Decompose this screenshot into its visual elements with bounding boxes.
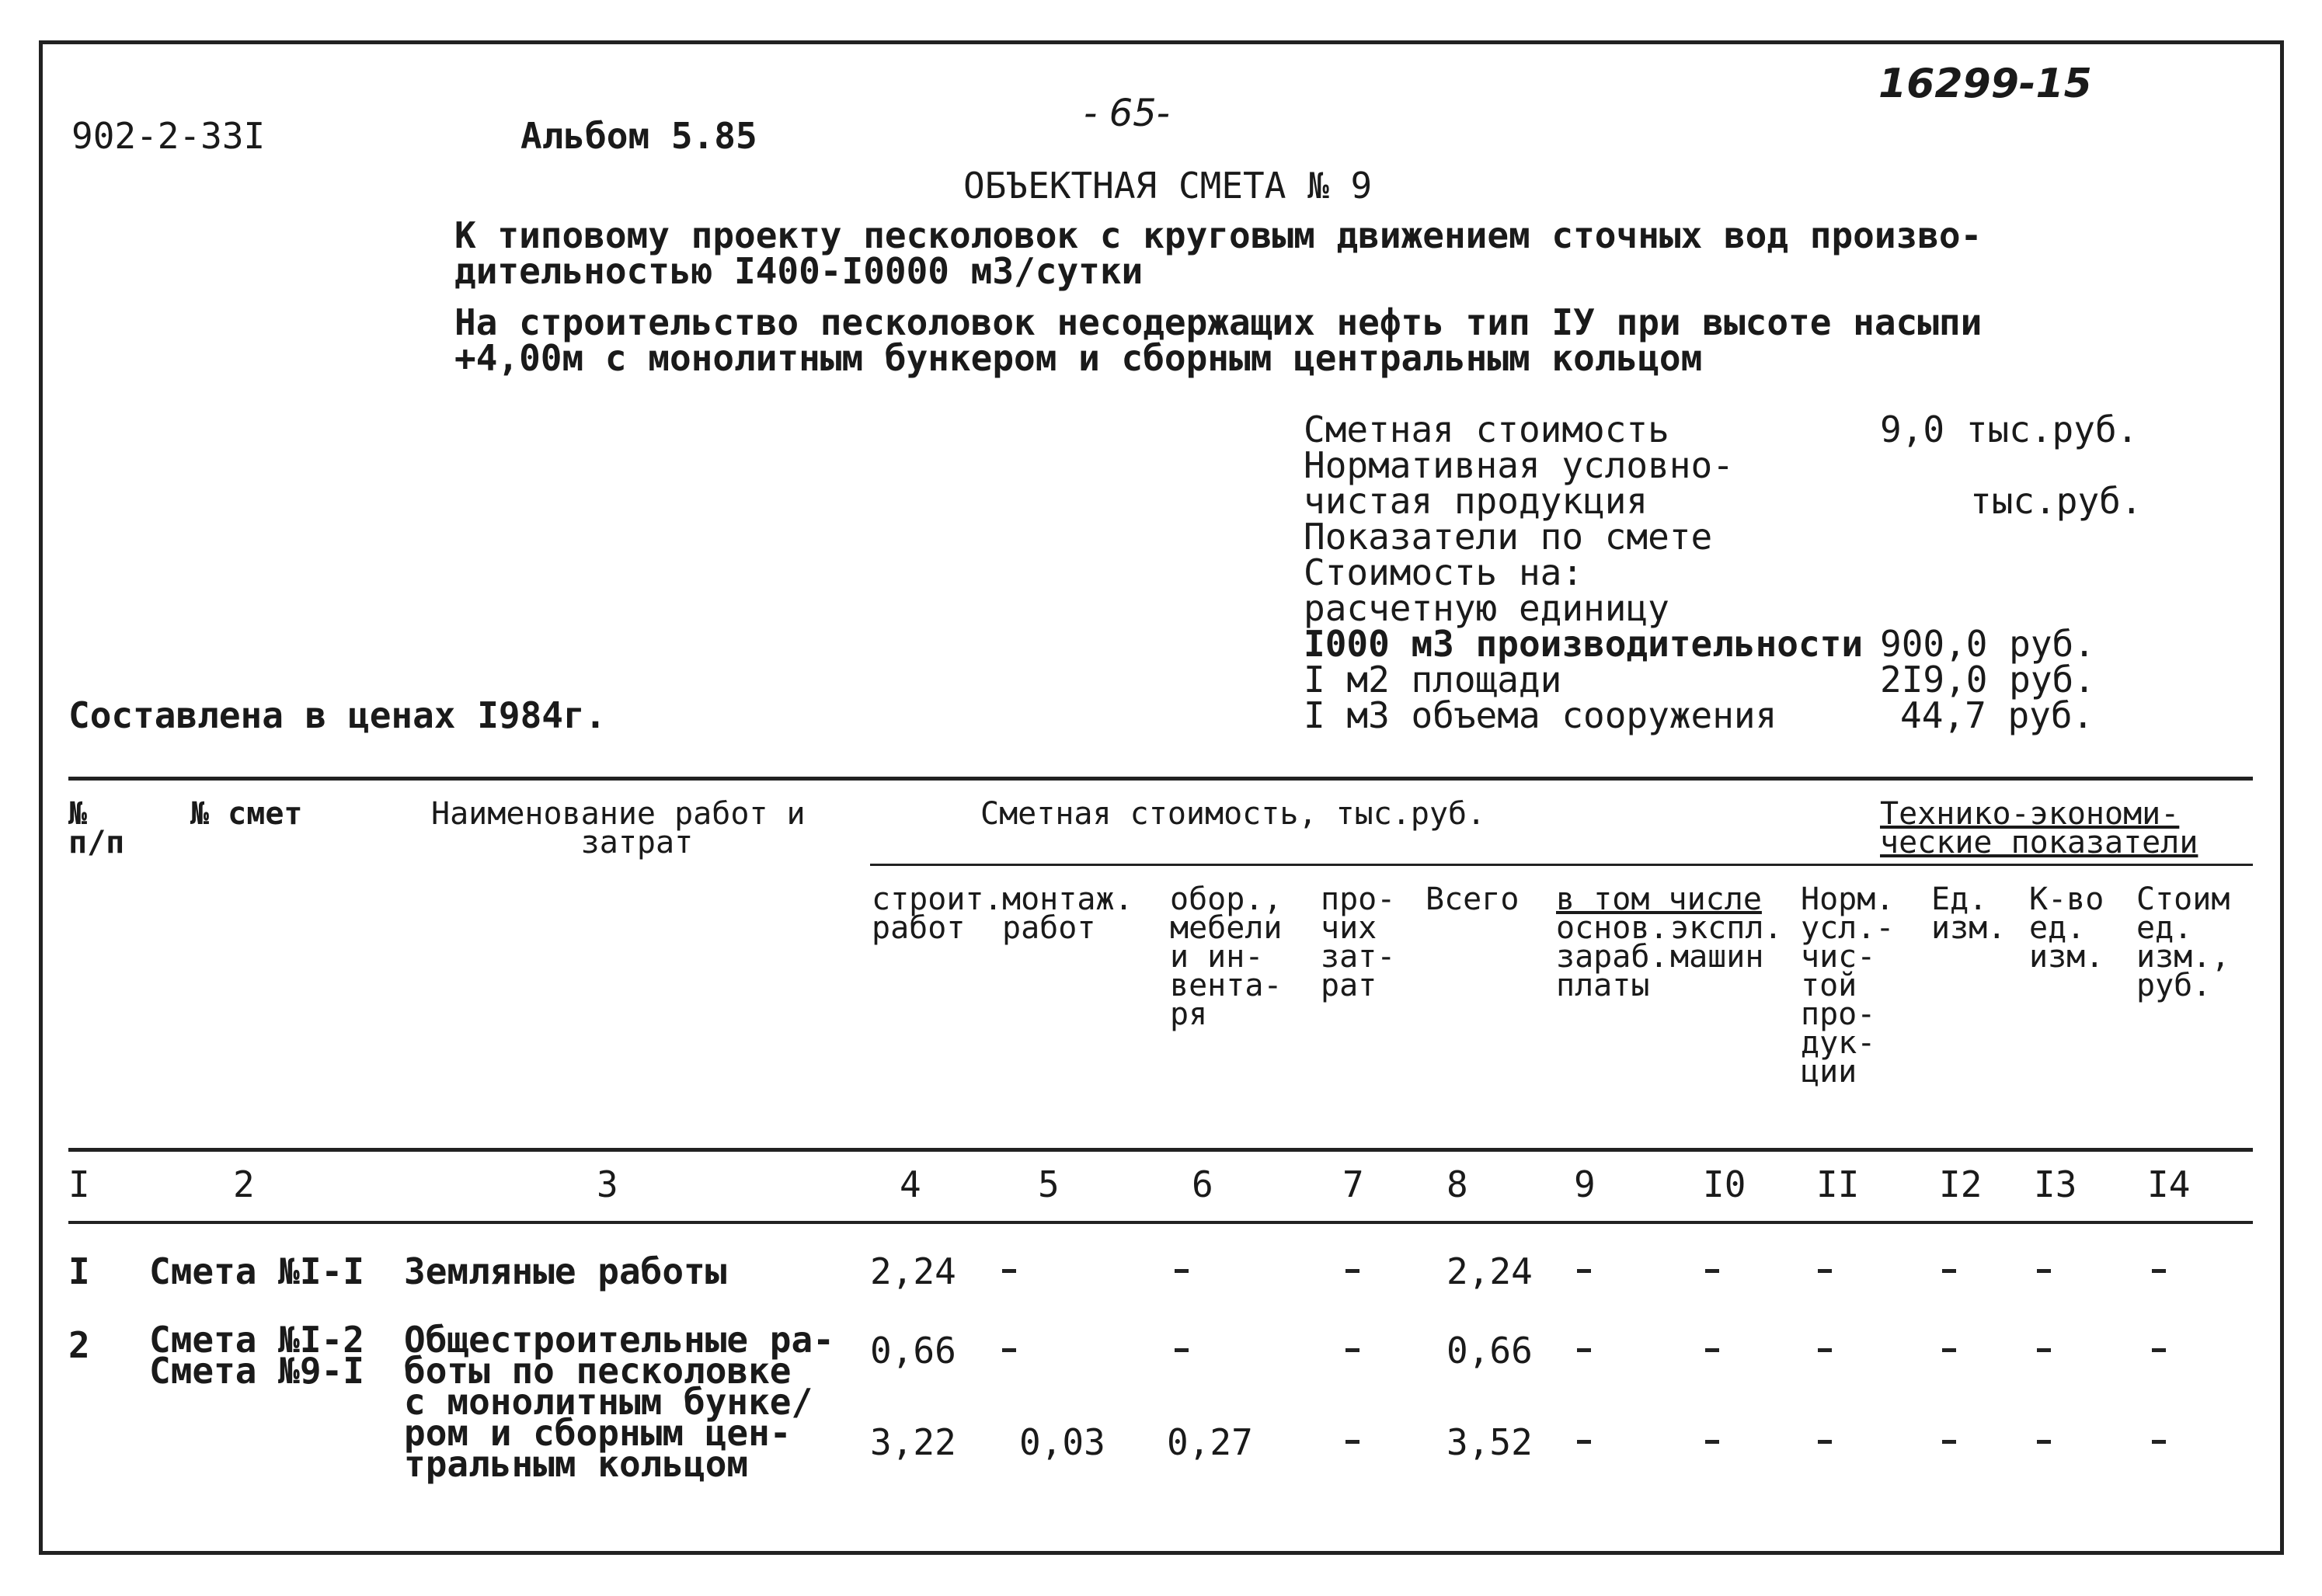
summary-cost-value: 9,0 тыс.руб.: [1880, 409, 2139, 450]
row-2a-assembly-dash: [1002, 1348, 1016, 1352]
row-1-unit-dash: [1942, 1269, 1956, 1273]
col-number-2: 2: [233, 1163, 255, 1205]
summary-area-value: 2I9,0 руб.: [1880, 659, 2095, 701]
summary-cost-per: Стоимость на:: [1304, 551, 1584, 593]
row-2b-unit-dash: [1942, 1440, 1956, 1444]
row-2a-quantity-dash: [2037, 1348, 2051, 1352]
table-top-rule: [68, 777, 2253, 781]
header-row-number: № п/п: [68, 796, 125, 861]
row-2a-equipment-dash: [1175, 1348, 1189, 1352]
project-code: 902-2-33I: [71, 115, 266, 157]
summary-norm-line-2: чистая продукция: [1304, 480, 1648, 522]
row-2-estimate-2: Смета №9-I: [149, 1350, 364, 1392]
summary-prod-label: I000 м3 производительности: [1304, 623, 1864, 665]
row-2a-wages-dash: [1577, 1348, 1591, 1352]
row-1-wages-dash: [1577, 1269, 1591, 1273]
row-1-equipment-dash: [1175, 1269, 1189, 1273]
header-work-name: Наименование работ и затрат: [431, 796, 806, 861]
row-1-norm-dash: [1818, 1269, 1832, 1273]
col-number-13: I3: [2034, 1163, 2077, 1205]
subtitle-line-3: На строительство песколовок несодержащих нефть тип IУ при высоте насыпи: [454, 301, 1983, 343]
row-1-estimate: Смета №I-I: [149, 1250, 364, 1292]
row-2b-norm-dash: [1818, 1440, 1832, 1444]
header-construction-work: строит. работ: [872, 881, 1003, 946]
summary-volume-label: I м3 объема сооружения: [1304, 694, 1777, 736]
header-other-costs: про- чих зат- рат: [1321, 881, 1396, 1003]
row-2-number: 2: [68, 1324, 90, 1366]
row-1-assembly-dash: [1002, 1269, 1016, 1273]
row-1-unitcost-dash: [2152, 1269, 2166, 1273]
header-machine-operation: экспл. машин: [1670, 910, 1783, 975]
header-base-wages: основ. зараб. платы: [1556, 910, 1669, 1003]
row-2a-unit-dash: [1942, 1348, 1956, 1352]
row-2b-assembly: 0,03: [1019, 1421, 1105, 1463]
col-number-6: 6: [1192, 1163, 1213, 1205]
row-2-name-2: боты по песколовке: [404, 1350, 792, 1392]
row-1-other-dash: [1346, 1269, 1359, 1273]
row-2b-construction: 3,22: [870, 1421, 956, 1463]
row-2-estimate-1: Смета №I-2: [149, 1319, 364, 1361]
header-estimate-number: № смет: [190, 796, 303, 832]
col-number-5: 5: [1038, 1163, 1060, 1205]
album-label: Альбом 5.85: [520, 115, 757, 157]
row-2b-total: 3,52: [1446, 1421, 1533, 1463]
col-number-10: I0: [1703, 1163, 1746, 1205]
header-tech-group: Технико-экономи- ческие показатели: [1880, 796, 2198, 861]
row-2-name-4: ром и сборным цен-: [404, 1412, 792, 1454]
header-including: в том числе: [1556, 881, 1762, 917]
document-title: ОБЪЕКТНАЯ СМЕТА № 9: [963, 165, 1373, 207]
row-1-quantity-dash: [2037, 1269, 2051, 1273]
summary-unit: расчетную единицу: [1304, 587, 1669, 629]
table-group-rule: [870, 864, 2253, 866]
header-unit-cost: Стоим ед. изм., руб.: [2136, 881, 2230, 1003]
subtitle-line-2: дительностью I400-I0000 м3/сутки: [454, 250, 1144, 292]
row-1-name: Земляные работы: [404, 1250, 727, 1292]
col-number-9: 9: [1574, 1163, 1596, 1205]
row-2b-wages-dash: [1577, 1440, 1591, 1444]
row-2a-total: 0,66: [1446, 1330, 1533, 1372]
header-equipment: обор., мебели и ин- вента- ря: [1170, 881, 1283, 1032]
prices-note: Составлена в ценах I984г.: [68, 694, 607, 736]
row-2a-other-dash: [1346, 1348, 1359, 1352]
col-number-14: I4: [2147, 1163, 2191, 1205]
col-number-1: I: [68, 1163, 90, 1205]
header-assembly-work: монтаж. работ: [1002, 881, 1133, 946]
summary-norm-value: тыс.руб.: [1970, 480, 2143, 522]
row-1-machines-dash: [1705, 1269, 1719, 1273]
row-2a-construction: 0,66: [870, 1330, 956, 1372]
row-1-construction: 2,24: [870, 1250, 956, 1292]
subtitle-line-1: К типовому проекту песколовок с круговым движением сточных вод произво-: [454, 214, 1983, 256]
header-unit: Ед. изм.: [1931, 881, 2007, 946]
row-2-name-5: тральным кольцом: [404, 1443, 749, 1485]
col-number-12: I2: [1939, 1163, 1983, 1205]
summary-prod-value: 900,0 руб.: [1880, 623, 2095, 665]
header-norm-net-product: Норм. усл.- чис- той про- дук- ции: [1801, 881, 1895, 1090]
row-1-number: I: [68, 1250, 90, 1292]
row-2a-norm-dash: [1818, 1348, 1832, 1352]
col-number-4: 4: [900, 1163, 921, 1205]
row-2b-other-dash: [1346, 1440, 1359, 1444]
subtitle-line-4: +4,00м с монолитным бункером и сборным центральным кольцом: [454, 337, 1703, 379]
row-2b-machines-dash: [1705, 1440, 1719, 1444]
summary-indicators: Показатели по смете: [1304, 516, 1713, 558]
row-1-total: 2,24: [1446, 1250, 1533, 1292]
row-2b-equipment: 0,27: [1167, 1421, 1253, 1463]
page-number: - 65-: [1084, 92, 1170, 135]
row-2a-machines-dash: [1705, 1348, 1719, 1352]
col-number-8: 8: [1446, 1163, 1468, 1205]
col-number-3: 3: [597, 1163, 618, 1205]
table-header-rule: [68, 1148, 2253, 1152]
col-number-11: II: [1816, 1163, 1860, 1205]
summary-area-label: I м2 площади: [1304, 659, 1562, 701]
table-colnum-rule: [68, 1221, 2253, 1224]
summary-volume-value: 44,7 руб.: [1900, 694, 2094, 736]
summary-norm-line-1: Нормативная условно-: [1304, 444, 1734, 486]
header-unit-quantity: К-во ед. изм.: [2029, 881, 2104, 975]
row-2b-quantity-dash: [2037, 1440, 2051, 1444]
row-2-name-3: с монолитным бунке/: [404, 1381, 813, 1423]
row-2-name-1: Общестроительные ра-: [404, 1319, 834, 1361]
row-2a-unitcost-dash: [2152, 1348, 2166, 1352]
archive-stamp: 16299-15: [1878, 61, 2092, 107]
row-2b-unitcost-dash: [2152, 1440, 2166, 1444]
col-number-7: 7: [1342, 1163, 1364, 1205]
header-cost-group: Сметная стоимость, тыс.руб.: [980, 796, 1486, 832]
header-total: Всего: [1426, 881, 1520, 917]
summary-cost-label: Сметная стоимость: [1304, 409, 1669, 450]
